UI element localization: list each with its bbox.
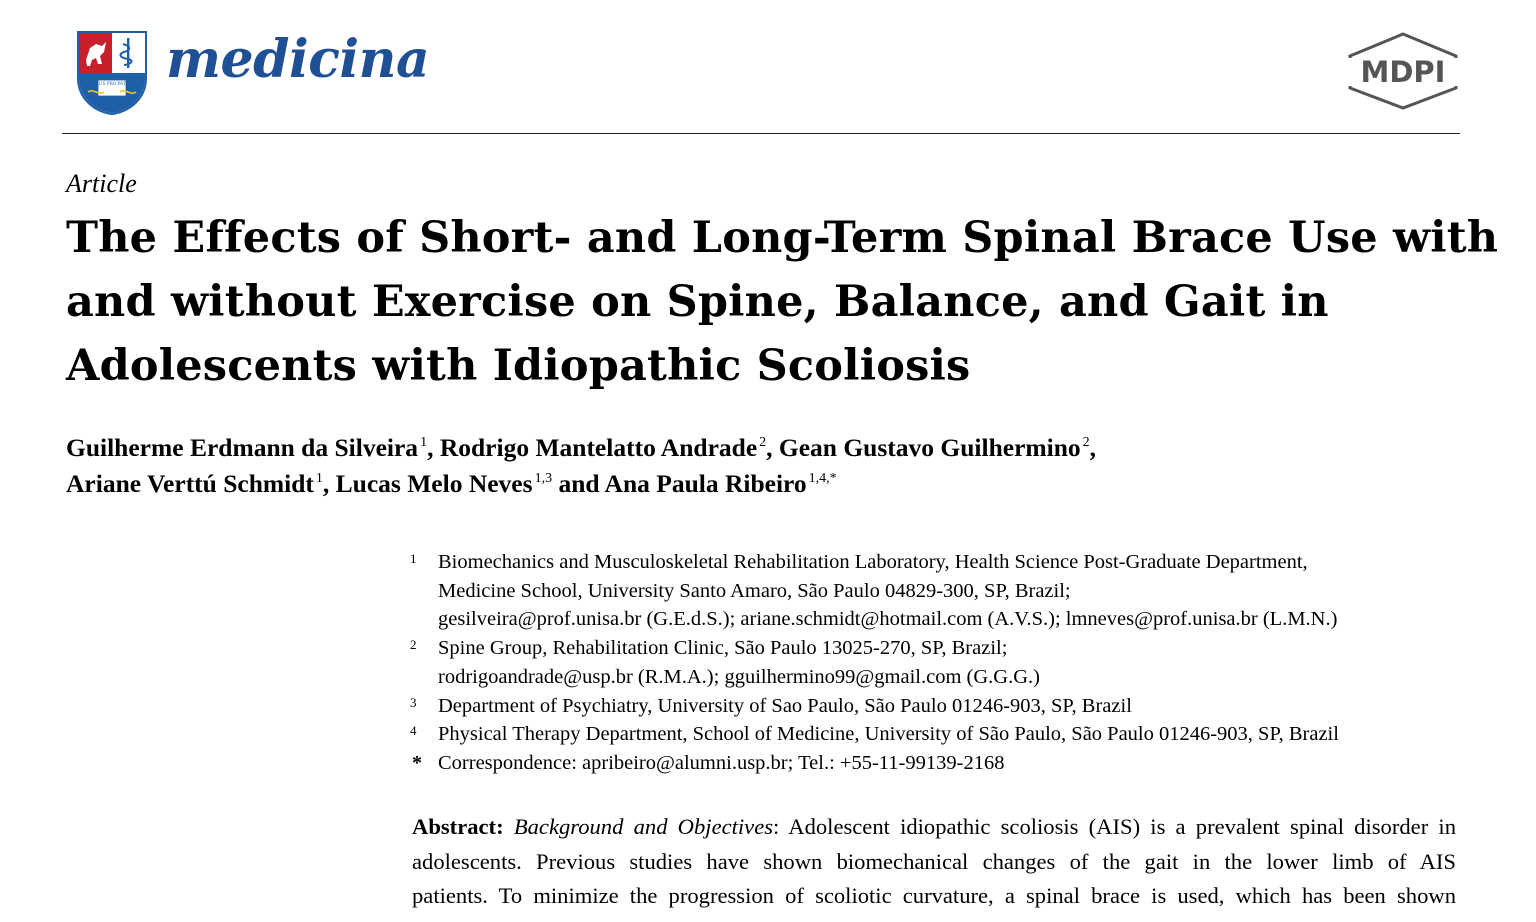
author-name[interactable]: Ariane Verttú Schmidt (66, 469, 314, 498)
abstract-text: : Adolescent idiopathic scoliosis (AIS) is a prevalent spinal disorder in (773, 814, 1456, 839)
affiliation-list (410, 548, 1470, 778)
affiliation-line[interactable]: rodrigoandrade@usp.br (R.M.A.); gguilhermino99@gmail.com (G.G.G.) (438, 665, 1040, 688)
author-name[interactable]: Gean Gustavo Guilhermino (778, 433, 1081, 462)
journal-header (62, 0, 1460, 134)
affiliation-item (410, 692, 1470, 721)
author-affiliation-marker: 1 (420, 435, 428, 450)
author-name[interactable]: Rodrigo Mantelatto Andrade (439, 433, 758, 462)
author-separator: , (427, 433, 434, 462)
affiliation-line: Biomechanics and Musculoskeletal Rehabilitation Laboratory, Health Science Post-Graduate Department, (438, 551, 1308, 573)
journal-name: medicina (166, 29, 430, 90)
author-separator: , (322, 469, 330, 498)
affiliation-item (410, 720, 1470, 749)
correspondence-line[interactable]: Correspondence: apribeiro@alumni.usp.br; Tel.: +55-11-99139-2168 (438, 751, 1005, 774)
author-affiliation-marker: 1 (315, 471, 323, 486)
author-name[interactable]: Guilherme Erdmann da Silveira (66, 433, 419, 462)
affiliation-item (410, 634, 1470, 691)
affiliation-marker: 1 (410, 551, 417, 566)
title-line: The Effects of Short- and Long-Term Spinal Brace Use with (66, 213, 1499, 263)
author-name[interactable]: Lucas Melo Neves (335, 469, 533, 498)
mdpi-logo-icon (1344, 32, 1462, 110)
affiliation-marker: 2 (410, 637, 417, 653)
author-line (66, 466, 1466, 502)
affiliation-line: Medicine School, University Santo Amaro, São Paulo 04829-300, SP, Brazil; (438, 579, 1071, 602)
abstract-line: adolescents. Previous studies have shown biomechanical changes of the gait in the lower limb of AIS (412, 848, 1456, 874)
author-list (66, 430, 1466, 502)
correspondence-item (410, 749, 1470, 778)
affiliation-marker: 3 (410, 694, 417, 710)
abstract (412, 810, 1456, 914)
title-line: and without Exercise on Spine, Balance, and Gait in (66, 277, 1329, 327)
shield-motto-text: SALUS PRO PATRIA (90, 81, 134, 86)
author-affiliation-marker: 2 (1082, 435, 1090, 450)
title-line: Adolescents with Idiopathic Scoliosis (66, 341, 971, 391)
affiliation-marker: 4 (410, 723, 417, 739)
author-separator: , (1089, 433, 1097, 462)
author-line (66, 430, 1466, 466)
abstract-section-heading: Background and Objectives (513, 814, 774, 839)
author-name[interactable]: Ana Paula Ribeiro (604, 469, 807, 498)
author-affiliation-marker: 1,3 (534, 471, 553, 486)
author-separator: , (766, 433, 773, 462)
affiliation-line[interactable]: gesilveira@prof.unisa.br (G.E.d.S.); ariane.schmidt@hotmail.com (A.V.S.); lmneves@prof.unisa.br (L.M.N.) (438, 608, 1338, 631)
correspondence-marker: * (412, 751, 422, 774)
abstract-line: patients. To minimize the progression of scoliotic curvature, a spinal brace is used, which has been shown (412, 883, 1456, 908)
affiliation-line: Department of Psychiatry, University of Sao Paulo, São Paulo 01246-903, SP, Brazil (438, 694, 1132, 717)
abstract-label: Abstract: (412, 814, 504, 839)
author-affiliation-marker: 1,4,* (808, 471, 837, 486)
affiliation-item (410, 548, 1470, 634)
publisher-logo-text: MDPI (1360, 55, 1446, 89)
abstract-line (412, 810, 1456, 845)
journal-shield-logo-icon (76, 30, 148, 116)
affiliation-line: Physical Therapy Department, School of Medicine, University of São Paulo, São Paulo 01246-903, SP, Brazil (438, 723, 1339, 746)
article-title (66, 206, 1499, 398)
affiliation-line: Spine Group, Rehabilitation Clinic, São Paulo 13025-270, SP, Brazil; (438, 637, 1008, 660)
author-separator: and (552, 469, 600, 498)
article-type: Article (66, 169, 137, 198)
author-affiliation-marker: 2 (759, 435, 767, 450)
